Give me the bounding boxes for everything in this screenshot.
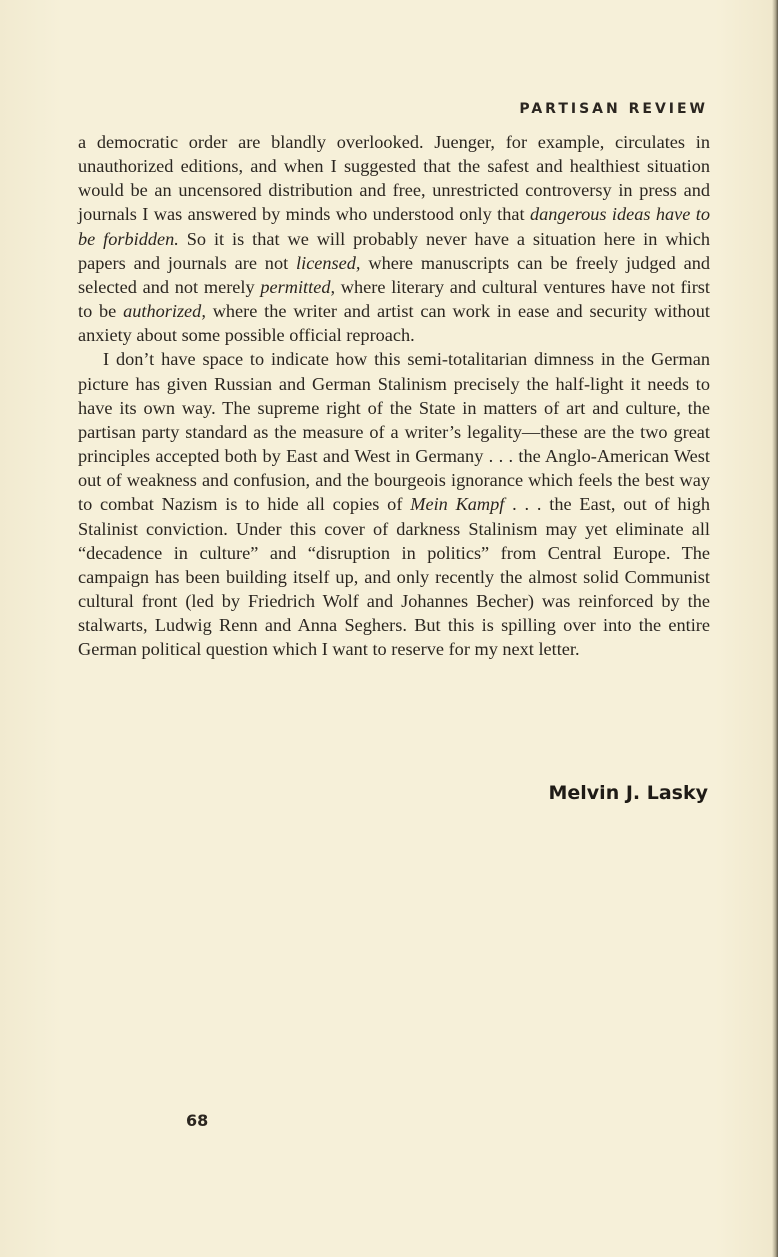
paragraph-2-italic: Mein Kampf	[410, 494, 505, 515]
paragraph-2	[78, 347, 710, 661]
paragraph-1-italic: licensed,	[296, 252, 361, 273]
paragraph-1-segment: where manuscripts can be freely judged and selected and not merely	[78, 252, 710, 297]
paragraph-1-segment: where the writer and artist can work in ease and security without anxiety about some possible official reproach.	[78, 301, 710, 346]
author-signature: Melvin J. Lasky	[548, 782, 708, 804]
paragraph-1-segment: a democratic order are blandly overlooked. Juenger, for example, circulates in unauthorized editions, and when I suggested that the safest and healthiest situation would be an uncensored distribution and free, unrestricted controversy in press and journals I was answered by minds who understood only that	[78, 132, 710, 225]
paragraph-1-italic: permitted,	[260, 276, 336, 297]
page-number: 68	[186, 1111, 209, 1130]
paragraph-2-segment: . . . the East, out of high Stalinist conviction. Under this cover of darkness Stalinism may yet eliminate all “decadence in culture” and “disruption in politics” from Central Europe. The campaign has been building itself up, and only recently the almost solid Communist cultural front (led by Friedrich Wolf and Johannes Becher) was reinforced by the stalwarts, Ludwig Renn and Anna Seghers. But this is spilling over into the entire German political question which I want to reserve for my next letter.	[78, 494, 710, 660]
page-edge-shadow	[772, 0, 778, 1257]
paragraph-2-segment: I don’t have space to indicate how this semi-totalitarian dimness in the German picture has given Russian and German Stalinism precisely the half-light it needs to have its own way. The supreme right of the State in matters of art and culture, the partisan party standard as the measure of a writer’s legality—these are the two great principles accepted both by East and West in Germany . . . the Anglo-American West out of weakness and confusion, and the bourgeois ignorance which feels the best way to combat Nazism is to hide all copies of	[78, 349, 710, 515]
paragraph-1-italic: dangerous ideas have to be forbidden.	[78, 204, 710, 249]
running-head: PARTISAN REVIEW	[519, 101, 708, 117]
article-body	[78, 130, 710, 661]
paragraph-1-segment: So it is that we will probably never have a situation here in which papers and journals are not	[78, 228, 710, 273]
paragraph-1-italic: authorized,	[123, 301, 206, 322]
paragraph-1-segment: where literary and cultural ventures have not first to be	[78, 276, 710, 322]
paragraph-1	[78, 130, 710, 347]
